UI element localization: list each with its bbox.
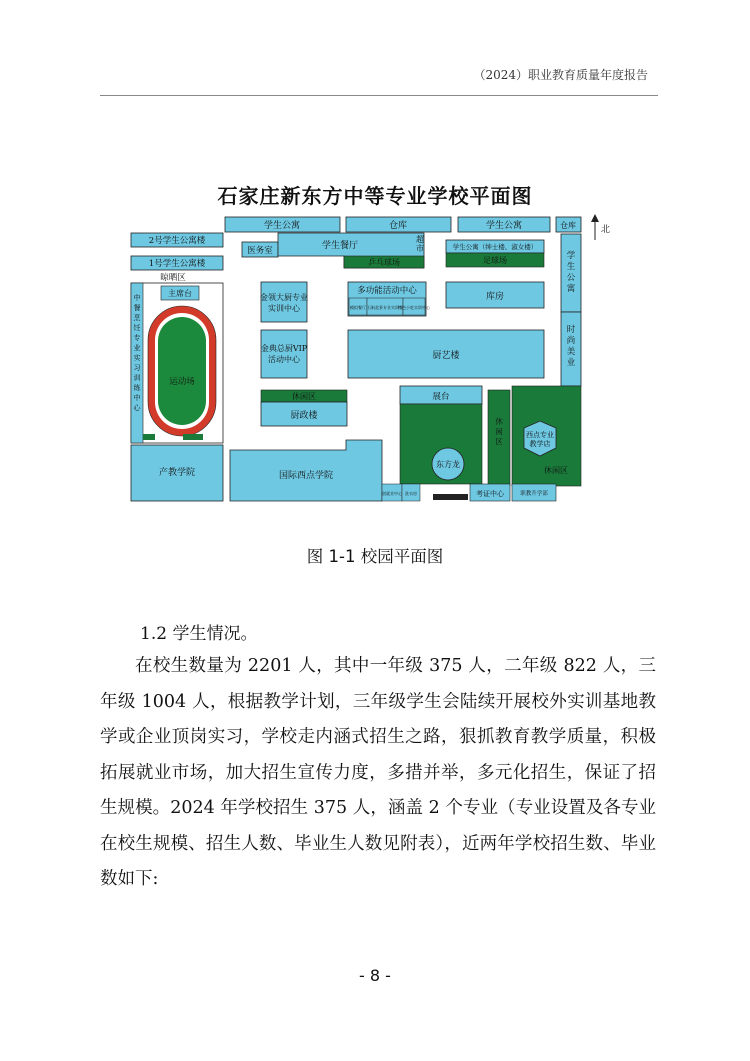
label-rest-area3: 休闲区 bbox=[544, 466, 568, 475]
label-left-strip: 中餐烹饪专业实习训练中心 bbox=[133, 294, 141, 412]
field-green-bar2 bbox=[183, 434, 203, 440]
label-admin-building: 厨政楼 bbox=[290, 411, 318, 421]
label-storehouse: 库房 bbox=[485, 292, 505, 302]
label-pingpong: 乒乓球场 bbox=[368, 258, 400, 267]
label-production: 产教学院 bbox=[158, 468, 196, 478]
label-vip: 金典总厨VIP 活动中心 bbox=[260, 344, 308, 364]
figure-caption: 图 1-1 校园平面图 bbox=[306, 547, 444, 566]
field-green-bar1 bbox=[143, 434, 155, 440]
building-golden-chef bbox=[261, 282, 307, 322]
label-clinic: 医务室 bbox=[247, 246, 273, 256]
header-divider bbox=[100, 95, 658, 96]
fence-strip bbox=[433, 494, 468, 500]
label-supermarket: 超市 bbox=[416, 235, 424, 253]
label-small-bottom2: 洗衣房 bbox=[405, 491, 417, 496]
label-student-apt-right: 学生公寓 bbox=[566, 251, 576, 294]
body-paragraph: 在校生数量为 2201 人，其中一年级 375 人，二年级 822 人，三年级 1004 人，根据教学计划，三年级学生会陆续开展校外实训基地教学或企业顶岗实习，学校走内涵式招生之路，狠抓教育教学质量，积极拓展就业市场，加大招生宣传力度，多措并举，多元化招生，保证了招生规模。2024 年学校招生 375 人，涵盖 2 个专业（专业设置及各专业在校生规模、招生人数、毕业生人数见附表），近两年学校招生数、毕业数如下: bbox=[100, 656, 656, 889]
label-fashion: 时尚美业 bbox=[566, 325, 576, 368]
label-canteen: 学生餐厅 bbox=[321, 241, 359, 251]
label-student-apt-top2: 学生公寓 bbox=[485, 221, 523, 231]
label-exam-center: 考证中心 bbox=[476, 490, 504, 498]
label-rest-area2: 休闲区 bbox=[495, 417, 503, 446]
campus-map bbox=[128, 210, 616, 504]
label-multi-center: 多功能活动中心 bbox=[357, 286, 417, 296]
label-dongfanglong: 东方龙 bbox=[436, 460, 460, 469]
label-exhibit: 展台 bbox=[432, 392, 450, 402]
label-small3: 特色小吃实训中心 bbox=[398, 305, 430, 310]
page-number: - 8 - bbox=[359, 966, 391, 985]
label-apt-mixed: 学生公寓（绅士楼、淑女楼） bbox=[452, 243, 538, 251]
label-pastry-store: 西点专业教学店 bbox=[526, 431, 554, 448]
label-track-field: 运动场 bbox=[169, 377, 195, 387]
label-golden-chef: 金领大厨专业实训中心 bbox=[260, 293, 308, 313]
label-apt1: 1号学生公寓楼 bbox=[148, 259, 206, 269]
map-title: 石家庄新东方中等专业学校平面图 bbox=[217, 184, 533, 208]
label-intl-pastry: 国际西点学院 bbox=[278, 471, 334, 481]
label-vocational: 职教升学部 bbox=[520, 491, 548, 497]
label-small-bottom1: 创就业中心 bbox=[382, 491, 402, 496]
label-drying: 晾晒区 bbox=[160, 273, 186, 283]
label-rest-area1: 休闲区 bbox=[292, 392, 316, 401]
label-stage: 主席台 bbox=[168, 289, 192, 298]
label-apt2: 2号学生公寓楼 bbox=[148, 236, 206, 246]
building-vip bbox=[261, 330, 307, 378]
label-chef-building: 厨艺楼 bbox=[432, 351, 460, 361]
label-small1: 模拟餐厅 bbox=[350, 305, 366, 310]
north-label: 北 bbox=[601, 225, 611, 235]
label-student-apt-top1: 学生公寓 bbox=[263, 221, 301, 231]
football-field bbox=[158, 317, 206, 425]
section-title: 1.2 学生情况。 bbox=[140, 624, 258, 644]
label-small2: 石斛盆景专业实训室 bbox=[367, 305, 403, 310]
label-football: 足球场 bbox=[483, 256, 507, 265]
label-warehouse-top: 仓库 bbox=[388, 221, 408, 231]
north-arrow-head bbox=[591, 214, 599, 222]
header-title: （2024）职业教育质量年度报告 bbox=[473, 68, 648, 82]
label-warehouse-top2: 仓库 bbox=[560, 221, 576, 230]
